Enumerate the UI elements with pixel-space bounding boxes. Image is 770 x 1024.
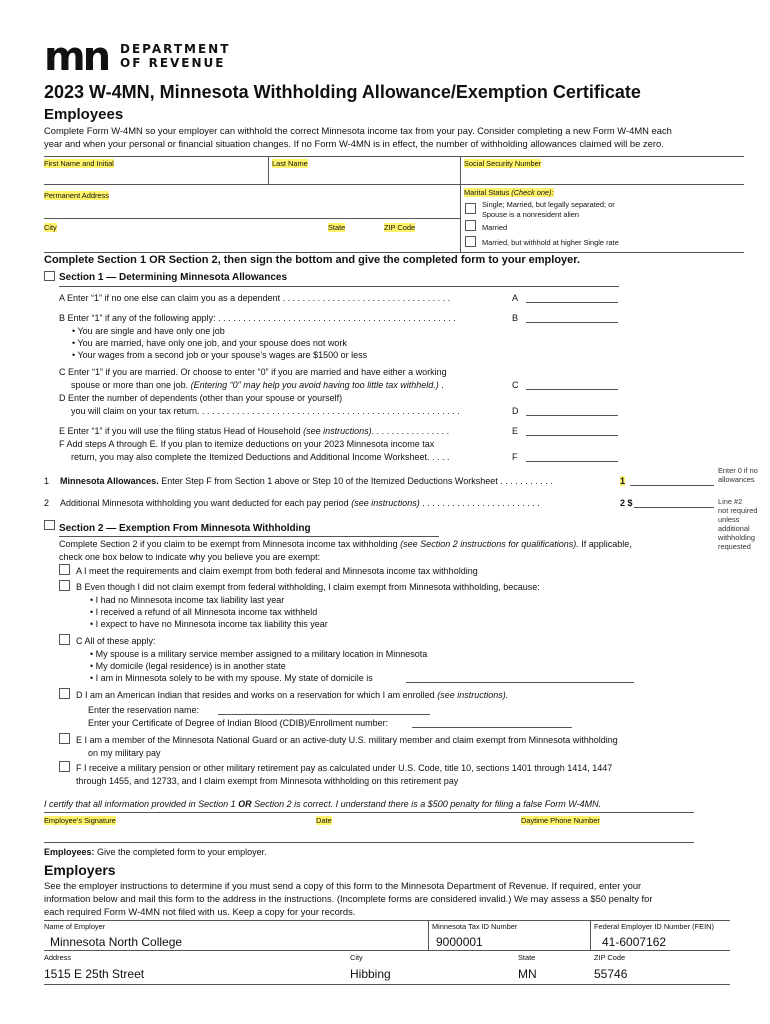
marital-single-checkbox[interactable] [465,203,476,214]
line2-text: Additional Minnesota withholding you want deducted for each pay period (see instructions) . . . . . . . . . . . . . . . . . . . . . . . . [60,498,540,508]
s2-d-text: D I am an American Indian that resides and works on a reservation for which I am enrolled (see instructions). [76,690,509,700]
s1-line-c1: C Enter “1” if you are married. Or choose to enter “0” if you are married and have either a working [59,367,447,377]
line1-side-note: Enter 0 if no allowances [718,466,758,484]
phone-label: Daytime Phone Number [521,816,600,825]
s1-letter-e: E [512,426,519,436]
mn-logo-mark: mn [44,34,109,80]
s1-field-f[interactable] [526,461,618,462]
intro-line-1: Complete Form W-4MN so your employer can withhold the correct Minnesota income tax from your pay. Consider completing a new Form W-4MN each [44,125,672,136]
employers-intro: See the employer instructions to determine if you must send a copy of this form to the Minnesota Department of Revenue. If required, enter your information below and mail this form to the address in the instructions. (Incomplete forms are considered invalid.) We may assess a $50 penalty for each required Form W-4MN not filed with us. Keep a copy for your records. [44,880,653,917]
state-label-employer: State [518,953,536,962]
s2-a-text: A I meet the requirements and claim exempt from both federal and Minnesota income tax withholding [76,566,478,576]
s1-line-d2: you will claim on your tax return. . . . . . . . . . . . . . . . . . . . . . . . . . . . . . . . . . . . . . . . . . . . . . . . . . . . . [71,406,460,416]
line1-field[interactable] [630,485,714,486]
city-label-employer: City [350,953,363,962]
s1-letter-d: D [512,406,519,416]
s1-field-e[interactable] [526,435,618,436]
domicile-state-field[interactable] [406,682,634,683]
s2-e-text-1: E I am a member of the Minnesota National Guard or an active-duty U.S. military member and claim exempt from Minnesota withholding [76,735,618,745]
certify-statement: I certify that all information provided in Section 1 OR Section 2 is correct. I understand there is a $500 penalty for filing a false Form W-4MN. [44,799,602,809]
reservation-field[interactable] [218,714,430,715]
last-name-label: Last Name [272,159,308,168]
section2-heading: Section 2 — Exemption From Minnesota Withholding [59,523,311,534]
s2-c-text: C All of these apply: [76,636,156,646]
s2-f-text-1: F I receive a military pension or other military retirement pay as calculated under U.S. Code, title 10, sections 1401 through 1414, 1447 [76,763,613,773]
marital-status-label: Marital Status (Check one): [464,188,554,197]
marital-married-checkbox[interactable] [465,220,476,231]
cdib-field[interactable] [412,727,572,728]
employer-name-value[interactable]: Minnesota North College [50,935,183,949]
s1-letter-f: F [512,452,518,462]
s1-line-d1: D Enter the number of dependents (other than your spouse or yourself) [59,393,343,403]
address-label: Permanent Address [44,191,109,200]
first-name-label: First Name and Initial [44,159,114,168]
s1-line-f2: return, you may also complete the Itemized Deductions and Additional Income Worksheet. . . . . [71,452,450,462]
dept-line-2: OF REVENUE [120,56,226,70]
s1-line-f1: F Add steps A through E. If you plan to itemize deductions on your 2023 Minnesota income tax [59,439,435,449]
line1-box: 1 [620,476,626,486]
fein-label: Federal Employer ID Number (FEIN) [594,922,714,931]
s1-letter-a: A [512,293,519,303]
s1-line-b: B Enter “1” if any of the following apply: . . . . . . . . . . . . . . . . . . . . . . . . . . . . . . . . . . . . . . . . . . . . . . . . [59,313,456,323]
s1-field-a[interactable] [526,302,618,303]
s1-letter-b: B [512,313,519,323]
s1-letter-c: C [512,380,519,390]
s2-c-checkbox[interactable] [59,634,70,645]
city-label: City [44,223,57,232]
s2-a-checkbox[interactable] [59,564,70,575]
s1-line-e: E Enter “1” if you will use the filing status Head of Household (see instructions). . . . . . . . . . . . . . . . [59,426,450,436]
s2-intro-1: Complete Section 2 if you claim to be exempt from Minnesota income tax withholding (see Section 2 instructions for qualifications). If applicable, [59,539,632,549]
address-label-employer: Address [44,953,72,962]
line1-text: Minnesota Allowances. Enter Step F from Section 1 above or Step 10 of the Itemized Deductions Worksheet . . . . . . . . . . . [60,476,553,486]
s1-b-bullets: • You are single and have only one job • You are married, have only one job, and your spouse does not work • Your wages from a second job or your spouse’s wages are $1500 or less [72,326,368,360]
employees-heading: Employees [44,106,124,123]
marital-higher-rate-label: Married, but withhold at higher Single rate [482,238,619,247]
section1-checkbox[interactable] [44,271,55,281]
state-value[interactable]: MN [518,967,537,981]
tax-id-value[interactable]: 9000001 [436,935,483,949]
intro-line-2: year and when your personal or financial situation changes. If no Form W-4MN is in effect, the number of withholding allowances claimed will be zero. [44,138,664,149]
dept-logo-text [120,42,230,70]
tax-id-label: Minnesota Tax ID Number [432,922,518,931]
line1-number: 1 [44,476,50,486]
section1-heading: Section 1 — Determining Minnesota Allowances [59,272,288,283]
employer-name-label: Name of Employer [44,922,106,931]
s1-line-c2: spouse or more than one job. (Entering “0” may help you avoid having too little tax withheld.) . [71,380,444,390]
s2-f-checkbox[interactable] [59,761,70,772]
dept-line-1: DEPARTMENT [120,42,231,56]
s2-b-text: B Even though I did not claim exempt from federal withholding, I claim exempt from Minnesota withholding, because: [76,582,540,592]
state-label: State [328,223,346,232]
employee-signature-label: Employee’s Signature [44,816,116,825]
s1-field-d[interactable] [526,415,618,416]
s1-line-a: A Enter “1” if no one else can claim you as a dependent . . . . . . . . . . . . . . . . . . . . . . . . . . . . . . . . . . [59,293,451,303]
section-instruction: Complete Section 1 OR Section 2, then sign the bottom and give the completed form to your employer. [44,254,581,266]
s1-field-b[interactable] [526,322,618,323]
cdib-label: Enter your Certificate of Degree of Indian Blood (CDIB)/Enrollment number: [88,718,389,728]
phone-field[interactable] [521,826,693,842]
give-to-employer: Employees: Give the completed form to your employer. [44,847,267,857]
employers-heading: Employers [44,862,116,878]
line2-box: 2 $ [620,498,633,508]
s2-b-bullets: • I had no Minnesota income tax liability last year • I received a refund of all Minnesota income tax withheld • I expect to have no Minnesota income tax liability this year [90,595,328,629]
employees-intro [44,124,744,150]
form-title: 2023 W-4MN, Minnesota Withholding Allowance/Exemption Certificate [44,82,641,102]
ssn-label: Social Security Number [464,159,542,168]
employee-signature-field[interactable] [44,826,308,842]
s2-d-checkbox[interactable] [59,688,70,699]
s2-b-checkbox[interactable] [59,580,70,591]
zip-label: ZIP Code [384,223,416,232]
line2-side-note: Line #2 not required unless additional withholding requested [718,497,758,551]
city-value[interactable]: Hibbing [350,967,391,981]
reservation-label: Enter the reservation name: [88,705,200,715]
marital-higher-rate-checkbox[interactable] [465,236,476,247]
s2-f-text-2: through 1455, and 12733, and I claim exempt from Minnesota withholding on this retirement pay [76,776,459,786]
s2-intro-2: check one box below to indicate why you believe you are exempt: [59,552,321,562]
zip-value[interactable]: 55746 [594,967,628,981]
marital-single-label: Single; Married, but legally separated; or Spouse is a nonresident alien [482,200,615,219]
date-label: Date [316,816,332,825]
line2-number: 2 [44,498,50,508]
zip-label-employer: ZIP Code [594,953,626,962]
s1-field-c[interactable] [526,389,618,390]
s2-c-bullets: • My spouse is a military service member assigned to a military location in Minnesota • My domicile (legal residence) is in another state • I am in Minnesota solely to be with my spouse. My state of domicile is [90,649,428,683]
address-value[interactable]: 1515 E 25th Street [44,967,145,981]
date-field[interactable] [316,826,512,842]
fein-value[interactable]: 41-6007162 [602,935,667,949]
section2-checkbox[interactable] [44,520,55,530]
line2-field[interactable] [634,507,714,508]
s2-e-text-2: on my military pay [88,748,161,758]
s2-e-checkbox[interactable] [59,733,70,744]
marital-married-label: Married [482,223,508,232]
